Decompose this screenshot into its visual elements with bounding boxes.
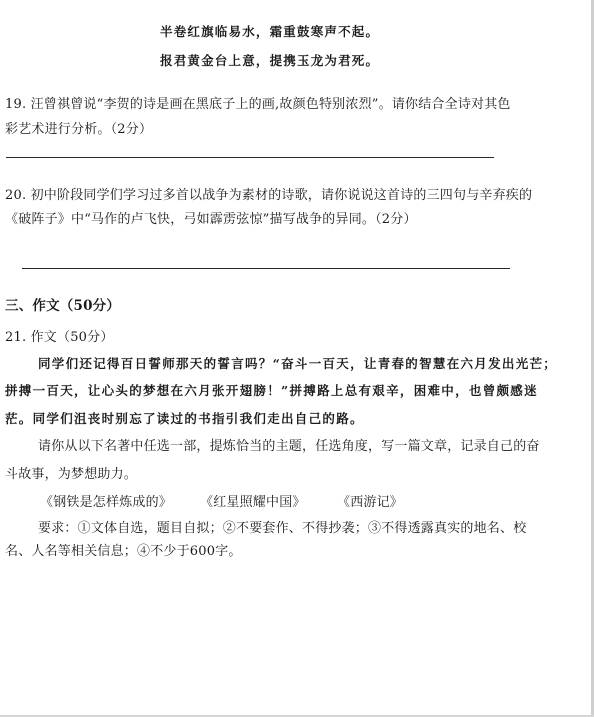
prompt-paragraph-1-line-1: 同学们还记得百日誓师那天的誓言吗？“奋斗一百天，让青春的智慧在六月发出光芒； [38, 356, 558, 371]
book-option-1: 《钢铁是怎样炼成的》 [40, 495, 173, 510]
requirements-line-2: 名、人名等相关信息；④不少于600字。 [5, 544, 242, 559]
section-heading-composition: 三、作文（50分） [5, 298, 121, 314]
prompt-paragraph-1-line-3: 茫。同学们沮丧时别忘了读过的书指引我们走出自己的路。 [5, 411, 364, 426]
prompt-paragraph-2-line-1: 请你从以下名著中任选一部，提炼恰当的主题，任选角度，写一篇文章，记录自己的奋 [38, 439, 540, 454]
answer-line-19 [6, 157, 494, 158]
question-20-line-2: 《破阵子》中“马作的卢飞快，弓如霹雳弦惊”描写战争的异同。（2分） [5, 212, 417, 227]
book-option-3: 《西游记》 [337, 495, 404, 510]
book-option-2: 《红星照耀中国》 [200, 495, 306, 510]
poem-line-2: 报君黄金台上意，提携玉龙为君死。 [160, 53, 380, 68]
question-19-line-2: 彩艺术进行分析。（2分） [5, 122, 153, 137]
question-20-line-1: 20. 初中阶段同学们学习过多首以战争为素材的诗歌，请你说说这首诗的三四句与辛弃疾的 [5, 188, 533, 203]
prompt-paragraph-2-line-2: 斗故事，为梦想助力。 [5, 467, 138, 482]
question-21-title: 21. 作文（50分） [5, 330, 114, 345]
answer-line-20 [22, 268, 510, 269]
question-19-line-1: 19. 汪曾祺曾说“李贺的诗是画在黑底子上的画,故颜色特别浓烈”。请你结合全诗对其色 [5, 97, 511, 112]
prompt-paragraph-1-line-2: 拼搏一百天，让心头的梦想在六月张开翅膀！”拼搏路上总有艰辛，困难中，也曾颇感迷 [5, 383, 538, 398]
requirements-line-1: 要求：①文体自选，题目自拟；②不要套作、不得抄袭；③不得透露真实的地名、校 [38, 521, 527, 536]
poem-line-1: 半卷红旗临易水，霜重鼓寒声不起。 [160, 24, 380, 39]
